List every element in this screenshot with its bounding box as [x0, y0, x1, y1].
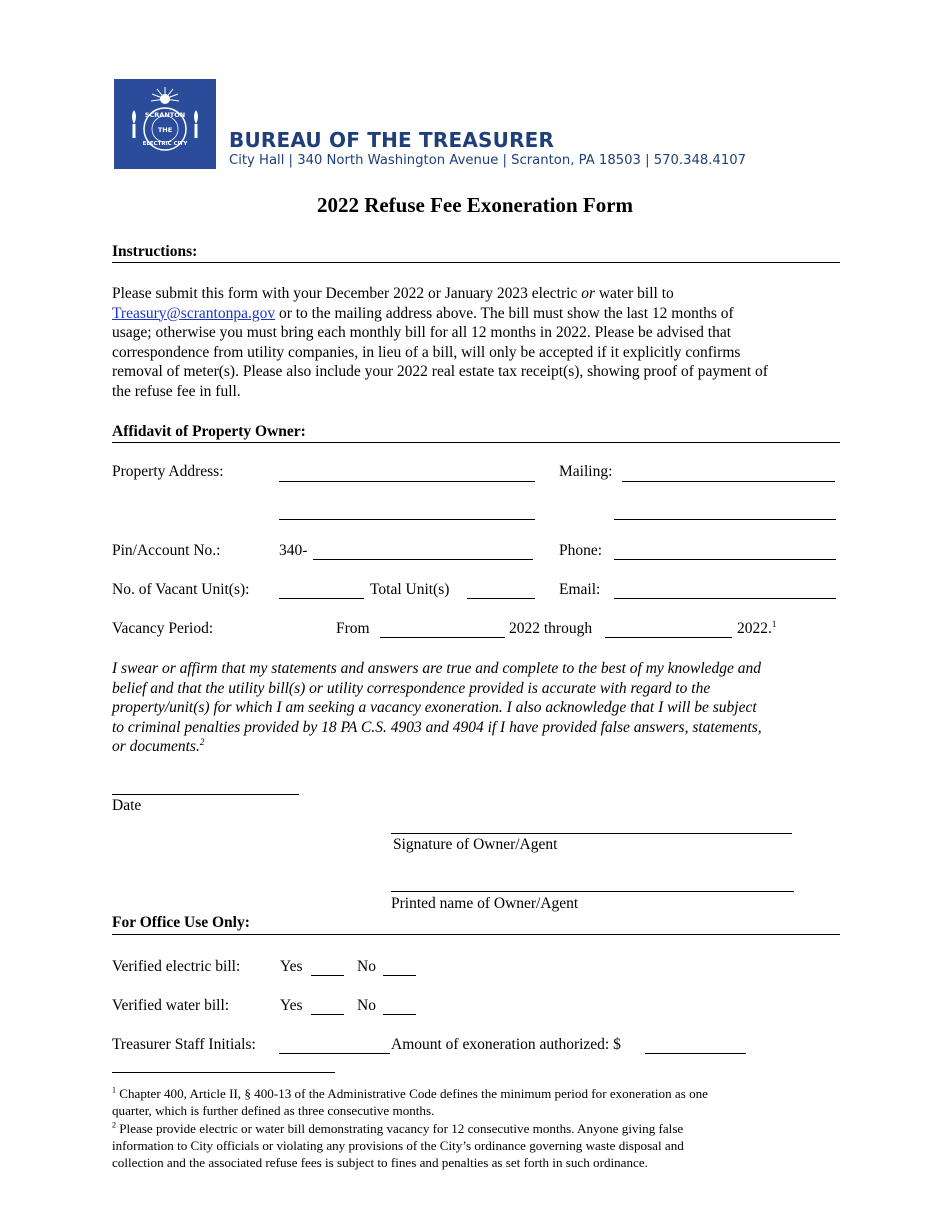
section-rule [112, 442, 840, 443]
verified-water-label: Verified water bill: [112, 997, 230, 1014]
footnote-ref-2: 2 [199, 737, 205, 748]
office-use-heading: For Office Use Only: [112, 914, 250, 931]
mailing-field[interactable] [622, 481, 835, 482]
staff-initials-label: Treasurer Staff Initials: [112, 1036, 256, 1053]
electric-yes-field[interactable] [311, 975, 344, 976]
signature-label: Signature of Owner/Agent [393, 836, 558, 853]
vacancy-from-field[interactable] [380, 637, 505, 638]
oath-statement: I swear or affirm that my statements and answers are true and complete to the best of my knowledge and belief and that the utility bill(s) or utility correspondence provided is accurate with regard to the property/unit(s) for which I am seeking a vacancy exoneration. I also acknowledge that I will be subject to criminal penalties provided by 18 PA C.S. 4903 and 4904 if I have provided false answers, statements, or documents.$^2$ [112, 660, 762, 756]
water-yes-label: Yes [280, 997, 303, 1014]
bureau-title: BUREAU OF THE TREASURER [229, 128, 555, 152]
electric-no-label: No [357, 958, 376, 975]
footnote-ref-1: 1 [771, 618, 777, 629]
section-rule [112, 262, 840, 263]
mailing-field-line2[interactable] [614, 519, 836, 520]
water-no-field[interactable] [383, 1014, 416, 1015]
total-units-label: Total Unit(s) [370, 581, 450, 598]
phone-label: Phone: [559, 542, 603, 559]
vacancy-period-label: Vacancy Period: [112, 620, 214, 637]
property-address-field-line2[interactable] [279, 519, 535, 520]
total-units-field[interactable] [467, 598, 535, 599]
vacancy-from-label: From [336, 620, 370, 637]
email-label: Email: [559, 581, 601, 598]
verified-electric-label: Verified electric bill: [112, 958, 241, 975]
footnote-rule [112, 1072, 335, 1073]
date-field[interactable] [112, 794, 299, 795]
staff-initials-field[interactable] [279, 1053, 390, 1054]
amount-field[interactable] [645, 1053, 746, 1054]
date-label: Date [112, 797, 142, 814]
treasury-email-link[interactable]: Treasury@scrantonpa.gov [112, 304, 276, 322]
property-address-label: Property Address: [112, 463, 224, 480]
pin-label: Pin/Account No.: [112, 542, 221, 559]
affidavit-heading: Affidavit of Property Owner: [112, 423, 306, 440]
vacancy-through-field[interactable] [605, 637, 732, 638]
seal-text-top: SCRANTON [144, 111, 186, 119]
printed-name-field[interactable] [391, 891, 794, 892]
vacancy-through-label: 2022 through [509, 620, 593, 637]
form-title: 2022 Refuse Fee Exoneration Form [316, 193, 634, 217]
electric-no-field[interactable] [383, 975, 416, 976]
section-rule [112, 934, 840, 935]
phone-field[interactable] [614, 559, 836, 560]
seal-text-bottom: ELECTRIC CITY [142, 141, 188, 147]
instructions-text: Please submit this form with your December 2022 or January 2023 electric or water bill to Treasury@scrantonpa.gov or to the mailing address above. The bill must show the last 12 months of usage; otherwise you must bring each monthly bill for all 12 months in 2022. Please be advised that correspondence from utility companies, in lieu of a bill, will only be accepted if it explicitly confirms removal of meter(s). Please also include your 2022 real estate tax receipt(s), showing proof of payment of the refuse fee in full. [112, 285, 768, 400]
bureau-address: City Hall | 340 North Washington Avenue | Scranton, PA 18503 | 570.348.4107 [229, 153, 746, 168]
printed-name-label: Printed name of Owner/Agent [391, 895, 579, 912]
footnote-1: $^1$ Chapter 400, Article II, § 400-13 of the Administrative Code defines the minimum period for exoneration as one quarter, which is further defined as three consecutive months. [112, 1085, 708, 1119]
pin-prefix: 340- [279, 542, 308, 559]
vacancy-year-end: 2022.$^1$ [737, 618, 777, 637]
electric-yes-label: Yes [280, 958, 303, 975]
vacant-units-field[interactable] [279, 598, 364, 599]
water-yes-field[interactable] [311, 1014, 344, 1015]
email-field[interactable] [614, 598, 836, 599]
instructions-heading: Instructions: [112, 243, 198, 260]
water-no-label: No [357, 997, 376, 1014]
property-address-field[interactable] [279, 481, 535, 482]
footnote-2: $^2$ Please provide electric or water bill demonstrating vacancy for 12 consecutive months. Anyone giving false information to City officials or violating any provisions of the City’s ordinance governing waste disposal and collection and the associated refuse fees is subject to fines and penalties as set forth in such ordinance. [112, 1120, 684, 1171]
signature-field[interactable] [391, 833, 792, 834]
amount-label: Amount of exoneration authorized: $ [391, 1036, 621, 1053]
pin-field[interactable] [313, 559, 533, 560]
vacant-units-label: No. of Vacant Unit(s): [112, 581, 250, 598]
mailing-label: Mailing: [559, 463, 613, 480]
city-seal-logo [114, 79, 216, 169]
seal-text-mid: THE [157, 126, 173, 134]
